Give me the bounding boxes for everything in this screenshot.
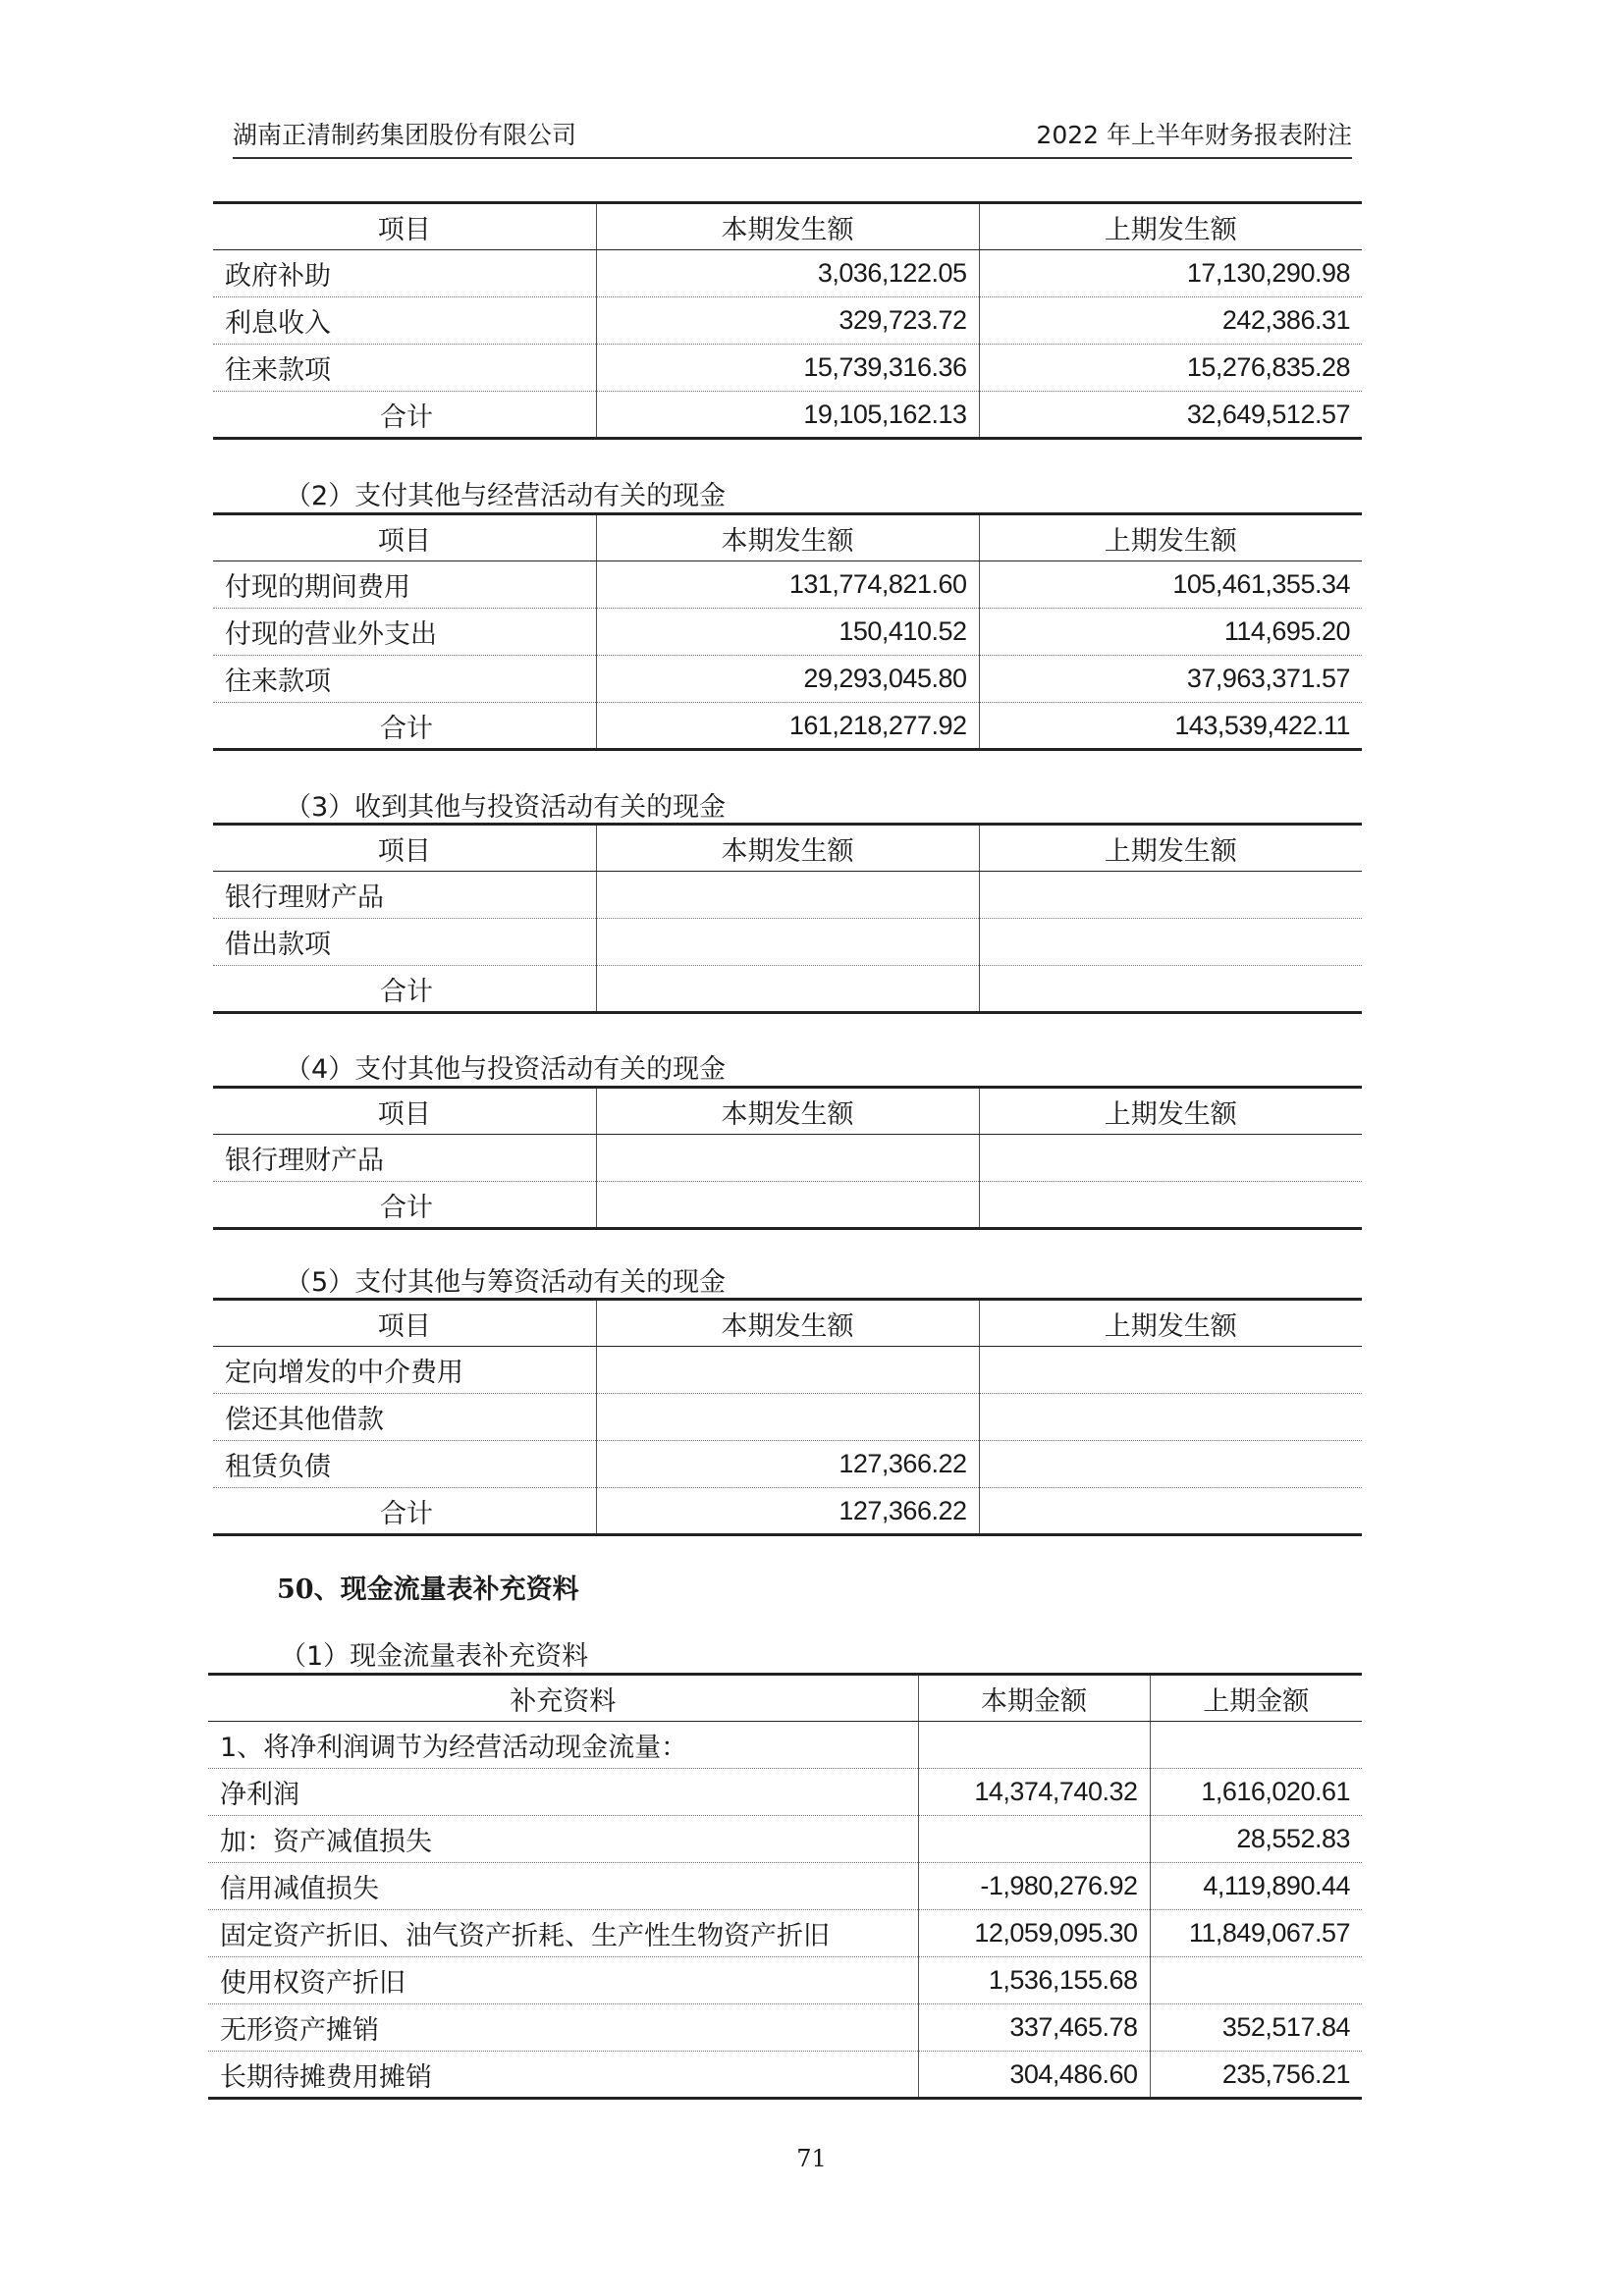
row-prior: 242,386.31 — [979, 297, 1362, 345]
row-prior — [979, 1441, 1362, 1488]
col-prior: 上期发生额 — [979, 514, 1362, 561]
row-prior — [979, 1394, 1362, 1441]
col-prior: 上期发生额 — [979, 1088, 1362, 1135]
row-current: 131,774,821.60 — [596, 561, 979, 609]
row-prior — [979, 1347, 1362, 1394]
total-current: 161,218,277.92 — [596, 703, 979, 750]
table-row — [208, 2052, 1362, 2099]
table-row — [213, 250, 1362, 297]
section-title-3: （3）收到其他与投资活动有关的现金 — [285, 792, 727, 823]
row-label: 付现的期间费用 — [213, 561, 596, 609]
row-label: 信用减值损失 — [208, 1863, 918, 1910]
row-current: 329,723.72 — [596, 297, 979, 345]
table-row — [208, 1957, 1362, 2004]
col-current: 本期发生额 — [596, 1300, 979, 1347]
row-current: 150,410.52 — [596, 609, 979, 656]
col-prior: 上期发生额 — [979, 1300, 1362, 1347]
row-prior — [1150, 1957, 1362, 2004]
table-other-investing-cash-received — [213, 823, 1362, 1014]
row-prior: 235,756.21 — [1150, 2052, 1362, 2099]
col-item: 项目 — [213, 203, 596, 250]
table-row — [213, 656, 1362, 703]
total-label: 合计 — [380, 1192, 433, 1223]
row-current: 3,036,122.05 — [596, 250, 979, 297]
col-current: 本期金额 — [918, 1675, 1150, 1722]
table-row — [208, 1910, 1362, 1957]
row-label: 净利润 — [208, 1769, 918, 1816]
total-label: 合计 — [380, 401, 433, 433]
row-prior: 15,276,835.28 — [979, 345, 1362, 392]
row-label: 借出款项 — [213, 919, 596, 966]
row-label: 租赁负债 — [213, 1441, 596, 1488]
table-row — [213, 1347, 1362, 1394]
row-prior: 37,963,371.57 — [979, 656, 1362, 703]
col-prior: 上期金额 — [1150, 1675, 1362, 1722]
page-number: 71 — [796, 2145, 827, 2172]
table-row — [213, 561, 1362, 609]
row-current: 337,465.78 — [918, 2004, 1150, 2052]
row-label: 利息收入 — [213, 297, 596, 345]
row-label: 银行理财产品 — [213, 872, 596, 919]
row-current: 12,059,095.30 — [918, 1910, 1150, 1957]
row-current — [918, 1816, 1150, 1863]
total-label: 合计 — [380, 1498, 433, 1529]
col-item: 项目 — [213, 1088, 596, 1135]
row-label: 固定资产折旧、油气资产折耗、生产性生物资产折旧 — [208, 1910, 918, 1957]
row-current: 15,739,316.36 — [596, 345, 979, 392]
section-50-title: 50、现金流量表补充资料 — [277, 1575, 579, 1605]
section-title-4: （4）支付其他与投资活动有关的现金 — [285, 1054, 727, 1085]
row-current: 127,366.22 — [596, 1441, 979, 1488]
row-label: 无形资产摊销 — [208, 2004, 918, 2052]
row-prior: 1,616,020.61 — [1150, 1769, 1362, 1816]
row-current: 14,374,740.32 — [918, 1769, 1150, 1816]
table-header-row — [208, 1675, 1362, 1722]
table-other-operating-cash-paid — [213, 512, 1362, 751]
section-50-subtitle: （1）现金流量表补充资料 — [280, 1641, 589, 1672]
total-row — [213, 966, 1362, 1013]
row-label: 长期待摊费用摊销 — [220, 2061, 432, 2093]
row-prior — [979, 1135, 1362, 1182]
total-label: 合计 — [380, 713, 433, 744]
table-row — [208, 2004, 1362, 2052]
table-row — [208, 1769, 1362, 1816]
section-title-5: （5）支付其他与筹资活动有关的现金 — [285, 1267, 727, 1298]
col-current: 本期发生额 — [596, 514, 979, 561]
row-current: 29,293,045.80 — [596, 656, 979, 703]
row-current — [596, 1394, 979, 1441]
row-prior: 17,130,290.98 — [979, 250, 1362, 297]
col-prior: 上期发生额 — [979, 203, 1362, 250]
row-prior — [979, 919, 1362, 966]
row-prior: 105,461,355.34 — [979, 561, 1362, 609]
row-label: 使用权资产折旧 — [208, 1957, 918, 2004]
row-prior: 114,695.20 — [979, 609, 1362, 656]
row-prior: 352,517.84 — [1150, 2004, 1362, 2052]
row-label: 往来款项 — [213, 345, 596, 392]
row-label: 政府补助 — [213, 250, 596, 297]
table-header-row — [213, 203, 1362, 250]
total-label: 合计 — [380, 976, 433, 1007]
row-label: 定向增发的中介费用 — [213, 1347, 596, 1394]
table-other-investing-cash-paid — [213, 1086, 1362, 1230]
page-header — [233, 118, 1352, 159]
report-title: 2022 年上半年财务报表附注 — [1036, 121, 1352, 149]
total-row — [213, 392, 1362, 439]
col-item: 项目 — [213, 1300, 596, 1347]
row-prior: 11,849,067.57 — [1150, 1910, 1362, 1957]
total-current: 19,105,162.13 — [596, 392, 979, 439]
table-header-row — [213, 825, 1362, 872]
total-prior: 32,649,512.57 — [979, 392, 1362, 439]
row-current — [596, 1135, 979, 1182]
table-row — [213, 609, 1362, 656]
table-other-operating-cash-received — [213, 201, 1362, 440]
row-current — [596, 919, 979, 966]
total-prior — [979, 1182, 1362, 1229]
row-current — [596, 1347, 979, 1394]
total-row — [213, 1488, 1362, 1535]
row-label: 1、将净利润调节为经营活动现金流量： — [208, 1722, 918, 1769]
table-cash-flow-supplement — [208, 1673, 1362, 2100]
table-header-row — [213, 1088, 1362, 1135]
section-title-2: （2）支付其他与经营活动有关的现金 — [285, 481, 727, 511]
row-prior: 28,552.83 — [1150, 1816, 1362, 1863]
row-label: 银行理财产品 — [213, 1135, 596, 1182]
row-current: -1,980,276.92 — [918, 1863, 1150, 1910]
row-prior — [1150, 1722, 1362, 1769]
total-prior — [979, 1488, 1362, 1535]
row-label: 往来款项 — [213, 656, 596, 703]
row-current: 1,536,155.68 — [918, 1957, 1150, 2004]
total-current — [596, 1182, 979, 1229]
row-label: 偿还其他借款 — [213, 1394, 596, 1441]
table-row — [213, 1394, 1362, 1441]
col-current: 本期发生额 — [596, 1088, 979, 1135]
table-row — [208, 1722, 1362, 1769]
row-label: 付现的营业外支出 — [213, 609, 596, 656]
col-current: 本期发生额 — [596, 203, 979, 250]
row-current: 304,486.60 — [918, 2052, 1150, 2099]
table-row — [213, 345, 1362, 392]
table-row — [208, 1863, 1362, 1910]
col-item: 补充资料 — [208, 1675, 918, 1722]
table-row — [213, 919, 1362, 966]
table-row — [213, 297, 1362, 345]
col-prior: 上期发生额 — [979, 825, 1362, 872]
table-row — [208, 1816, 1362, 1863]
col-item: 项目 — [213, 825, 596, 872]
total-prior: 143,539,422.11 — [979, 703, 1362, 750]
total-prior — [979, 966, 1362, 1013]
col-item: 项目 — [213, 514, 596, 561]
company-name: 湖南正清制药集团股份有限公司 — [233, 121, 577, 149]
total-current: 127,366.22 — [596, 1488, 979, 1535]
col-current: 本期发生额 — [596, 825, 979, 872]
row-prior: 4,119,890.44 — [1150, 1863, 1362, 1910]
table-row — [213, 872, 1362, 919]
total-row — [213, 1182, 1362, 1229]
table-other-financing-cash-paid — [213, 1298, 1362, 1536]
row-prior — [979, 872, 1362, 919]
row-current — [918, 1722, 1150, 1769]
total-current — [596, 966, 979, 1013]
table-row — [213, 1441, 1362, 1488]
table-row — [213, 1135, 1362, 1182]
table-header-row — [213, 1300, 1362, 1347]
total-row — [213, 703, 1362, 750]
row-current — [596, 872, 979, 919]
table-header-row — [213, 514, 1362, 561]
row-label: 加：资产减值损失 — [208, 1816, 918, 1863]
